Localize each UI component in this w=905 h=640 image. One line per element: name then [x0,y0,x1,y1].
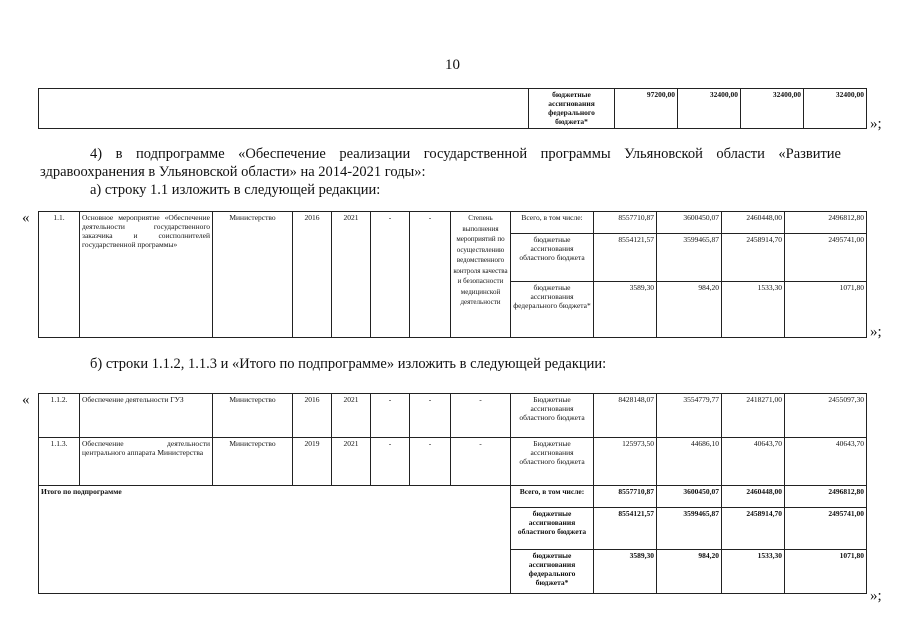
value-cell: 3589,30 [594,550,657,594]
value-cell: 32400,00 [678,89,741,129]
value-cell: 2496812,80 [785,486,867,508]
value-cell: 3600450,07 [657,486,722,508]
dash-cell: - [371,438,410,486]
start-year: 2016 [293,212,332,338]
row-label: бюджетные ассигнования федерального бюджета* [511,550,594,594]
value-cell: 2460448,00 [722,486,785,508]
row-label: Бюджетные ассигнования областного бюджета [511,438,594,486]
end-year: 2021 [332,438,371,486]
row-label: бюджетные ассигнования областного бюджета [511,234,594,282]
dash-cell: - [371,394,410,438]
closing-quote: »; [870,116,882,132]
row-number: 1.1.3. [39,438,80,486]
value-cell: 44686,10 [657,438,722,486]
table-row-1-1 [38,211,867,338]
value-cell: 2496812,80 [785,212,867,234]
row-number: 1.1.2. [39,394,80,438]
opening-quote: « [22,210,30,226]
value-cell: 1071,80 [785,282,867,338]
executor: Министерство [213,212,293,338]
dash-cell: - [410,212,451,338]
paragraph-a: а) строку 1.1 изложить в следующей редакции: [90,182,381,198]
closing-quote: »; [870,588,882,604]
dash-cell: - [410,394,451,438]
paragraph-4-line-2: здравоохранения в Ульяновской области» на 2014-2021 годы»: [40,164,426,180]
row-label: Всего, в том числе: [511,212,594,234]
value-cell: 97200,00 [615,89,678,129]
value-cell: 8428148,07 [594,394,657,438]
table-rows-1-1-2-total [38,393,867,594]
executor: Министерство [213,394,293,438]
row-number: 1.1. [39,212,80,338]
dash-cell: - [371,212,410,338]
value-cell: 3589,30 [594,282,657,338]
empty-cell [39,89,529,129]
value-cell: 8554121,57 [594,234,657,282]
value-cell: 2458914,70 [722,234,785,282]
dash-cell: - [410,438,451,486]
closing-quote: »; [870,324,882,340]
paragraph-b: б) строки 1.1.2, 1.1.3 и «Итого по подпрограмме» изложить в следующей редакции: [90,356,607,372]
value-cell: 2458914,70 [722,508,785,550]
value-cell: 2495741,00 [785,234,867,282]
value-cell: 1533,30 [722,550,785,594]
value-cell: 40643,70 [785,438,867,486]
value-cell: 984,20 [657,282,722,338]
activity-name: Обеспечение деятельности центрального аппарата Министерства [80,438,213,486]
row-label: Всего, в том числе: [511,486,594,508]
page-number: 10 [445,57,460,73]
value-cell: 3600450,07 [657,212,722,234]
table-top-fragment [38,88,867,129]
opening-quote: « [22,392,30,408]
start-year: 2016 [293,394,332,438]
indicator: Степень выполнения мероприятий по осуществлению ведомственного контроля качества и безопасности медицинской деятельности [451,212,511,338]
activity-name: Обеспечение деятельности ГУЗ [80,394,213,438]
row-label: бюджетные ассигнования федерального бюджета* [511,282,594,338]
paragraph-4-line-1: 4) в подпрограмме «Обеспечение реализации государственной программы Ульяновской области «Развитие [90,146,841,162]
value-cell: 1071,80 [785,550,867,594]
executor: Министерство [213,438,293,486]
row-label: бюджетные ассигнования федерального бюджета* [529,89,615,129]
value-cell: 2418271,00 [722,394,785,438]
value-cell: 32400,00 [804,89,867,129]
total-label: Итого по подпрограмме [39,486,511,594]
value-cell: 8557710,87 [594,212,657,234]
value-cell: 3599465,87 [657,508,722,550]
row-label: Бюджетные ассигнования областного бюджета [511,394,594,438]
value-cell: 1533,30 [722,282,785,338]
activity-name: Основное мероприятие «Обеспечение деятельности государственного заказчика и соисполнителей государственной программы» [80,212,213,338]
value-cell: 2455097,30 [785,394,867,438]
value-cell: 2460448,00 [722,212,785,234]
dash-cell: - [451,394,511,438]
value-cell: 125973,50 [594,438,657,486]
value-cell: 32400,00 [741,89,804,129]
value-cell: 3599465,87 [657,234,722,282]
value-cell: 984,20 [657,550,722,594]
value-cell: 8554121,57 [594,508,657,550]
value-cell: 8557710,87 [594,486,657,508]
end-year: 2021 [332,212,371,338]
value-cell: 40643,70 [722,438,785,486]
row-label: бюджетные ассигнования областного бюджета [511,508,594,550]
end-year: 2021 [332,394,371,438]
value-cell: 2495741,00 [785,508,867,550]
dash-cell: - [451,438,511,486]
value-cell: 3554779,77 [657,394,722,438]
start-year: 2019 [293,438,332,486]
